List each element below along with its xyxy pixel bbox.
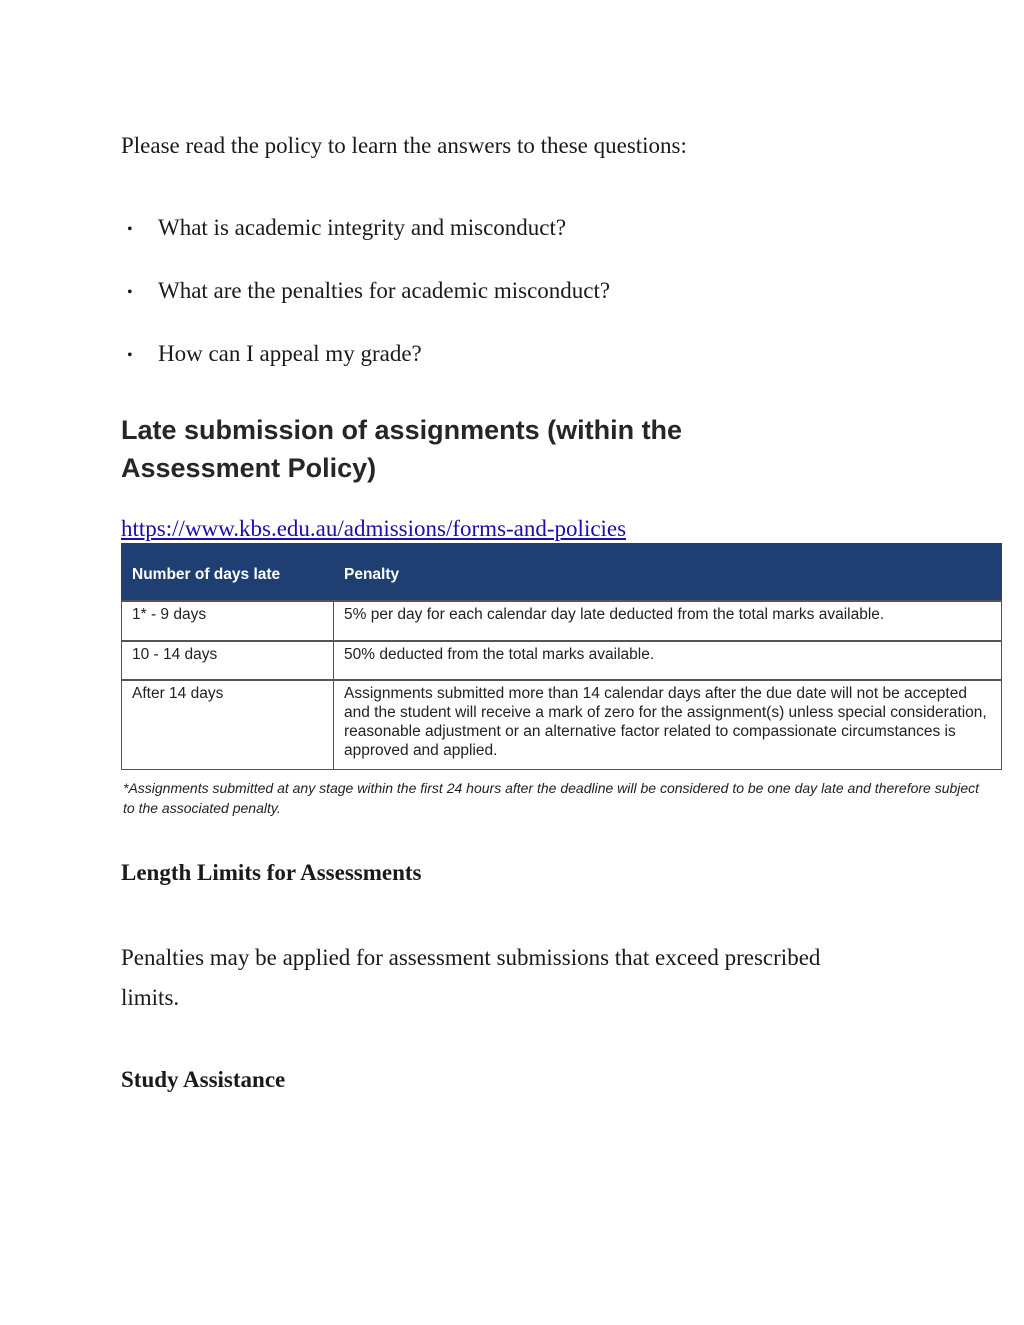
days-late-cell: 10 - 14 days bbox=[122, 641, 334, 680]
list-item bbox=[121, 212, 610, 244]
table-row bbox=[122, 601, 1002, 641]
column-header-days-late: Number of days late bbox=[122, 544, 334, 602]
column-header-penalty: Penalty bbox=[334, 544, 1002, 602]
penalty-table bbox=[121, 543, 1002, 770]
question-text: What is academic integrity and misconduct? bbox=[158, 215, 567, 240]
question-list bbox=[121, 212, 610, 401]
policy-link[interactable]: https://www.kbs.edu.au/admissions/forms-and-policies bbox=[121, 516, 627, 541]
list-item bbox=[121, 275, 610, 307]
table-row bbox=[122, 680, 1002, 770]
length-limits-heading: Length Limits for Assessments bbox=[121, 860, 422, 885]
table-row bbox=[122, 641, 1002, 680]
days-late-cell: After 14 days bbox=[122, 680, 334, 770]
bullet-icon: • bbox=[127, 284, 133, 301]
length-limits-text: Penalties may be applied for assessment submissions that exceed prescribed limits. bbox=[121, 945, 821, 1010]
question-text: How can I appeal my grade? bbox=[158, 341, 422, 366]
study-assistance-heading: Study Assistance bbox=[121, 1067, 286, 1092]
penalty-cell: 50% deducted from the total marks available. bbox=[334, 641, 1002, 680]
list-item bbox=[121, 338, 610, 370]
question-text: What are the penalties for academic misconduct? bbox=[158, 278, 611, 303]
penalty-cell: Assignments submitted more than 14 calendar days after the due date will not be accepted and the student will receive a mark of zero for the assignment(s) unless special consideration, reasonable adjustment or an alternative factor related to compassionate circumstances is approved and applied. bbox=[334, 680, 1002, 770]
intro-text: Please read the policy to learn the answers to these questions: bbox=[121, 133, 687, 158]
penalty-table-section bbox=[121, 543, 1002, 818]
days-late-cell: 1* - 9 days bbox=[122, 601, 334, 641]
table-footnote: *Assignments submitted at any stage within the first 24 hours after the deadline will be considered to be one day late and therefore subject to the associated penalty. bbox=[123, 780, 980, 816]
bullet-icon: • bbox=[127, 221, 133, 238]
bullet-icon: • bbox=[127, 347, 133, 364]
penalty-cell: 5% per day for each calendar day late deducted from the total marks available. bbox=[334, 601, 1002, 641]
table-header-row bbox=[122, 544, 1002, 602]
late-submission-heading: Late submission of assignments (within the Assessment Policy) bbox=[121, 415, 683, 483]
